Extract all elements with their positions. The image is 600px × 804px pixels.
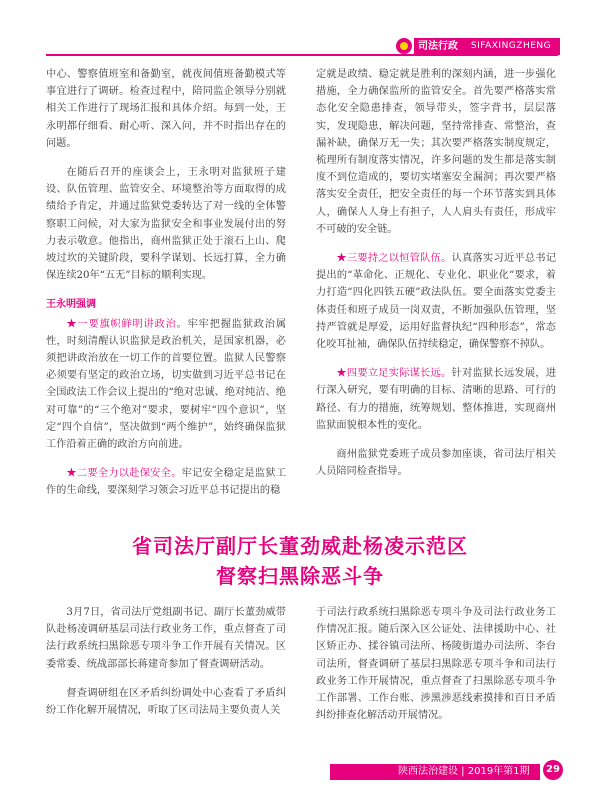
article-headline-line2: 督察扫黑除恶斗争 (216, 564, 384, 588)
point-paragraph (316, 365, 556, 434)
bottom-article-left-column (46, 604, 286, 731)
page-number: 29 (543, 760, 563, 780)
bottom-article-right-column (316, 604, 556, 736)
point-paragraph (46, 316, 286, 454)
body-paragraph: 于司法行政系统扫黑除恶专项斗争及司法行政业务工作情况汇报。随后深入区公证处、法律援助中心、社区矫正办、揉谷镇司法所、杨陵街道办司法所、李台司法所，督查调研了基层扫黑除恶专项斗争和司法行政业务工作开展情况，重点督查了扫黑除恶专项斗争工作部署、工作台账、涉黑涉恶线索摸排和百日矛盾纠纷排查化解活动开展情况。 (316, 607, 556, 722)
star-icon: ★ (66, 468, 77, 480)
sub-heading: 王永明强调 (46, 299, 96, 311)
body-paragraph: 在随后召开的座谈会上，王永明对监狱班子建设、队伍管理、监管安全、环境整治等方面取得的成绩给予肯定，并通过监狱党委转达了对一线的全体警察职工问候，对大家为监狱安全和事业发展付出的努力表示敬意。他指出，商州监狱正处于滚石上山、爬坡过坎的关键阶段，要科学谋划、长远打算，全力确保连续20年“五无”目标的顺利实现。 (46, 167, 286, 282)
body-paragraph: 3月7日，省司法厅党组副书记、副厅长董劲威带队赴杨凌调研基层司法行政业务工作，重点督查了司法行政系统扫黑除恶专项斗争工作开展有关情况。区委常委、统战部部长蒋建奇参加了督查调研活动。 (46, 607, 286, 670)
top-article-left-column (46, 66, 286, 512)
star-icon: ★ (336, 368, 347, 380)
star-icon: ★ (66, 318, 78, 330)
point-text: 针对监狱长远发展，进行深入研究，要有明确的目标、清晰的思路、可行的路径、有力的措施，统筹规划、整体推进，实现商州监狱面貌根本性的变化。 (316, 368, 557, 431)
point-title: 三要持之以恒管队伍。 (346, 253, 452, 265)
issue-number: 2019年第1期 (467, 766, 530, 777)
page-header (0, 0, 600, 62)
body-paragraph: 督查调研组在区矛盾纠纷调处中心查看了矛盾纠纷工作化解开展情况，听取了区司法局主要负责人关 (46, 687, 286, 717)
point-text: 牢记安全稳定是监狱工作的生命线，要深刻学习领会习近平总书记提出的稳 (46, 468, 287, 497)
point-paragraph (316, 250, 556, 353)
journal-name: 陕西法治建设 (398, 766, 458, 777)
point-text: 牢牢把握监狱政治属性，时刻清醒认识监狱是政治机关，是国家机器，必须把讲政治放在一切工作的首要位置。监狱人民警察必须要有坚定的政治立场，切实做到习近平总书记在全国政法工作会议上提出的“绝对忠诚、绝对纯洁、绝对可靠”的“三个绝对”要求，要树牢“四个意识”，坚定“四个自信”，坚决做到“两个维护”，始终确保监狱工作沿着正确的政治方向前进。 (46, 318, 287, 451)
section-label-cn: 司法行政 (414, 38, 462, 55)
point-title: 四要立足实际谋长远。 (346, 368, 452, 380)
body-paragraph: 商州监狱党委班子成员参加座谈，省司法厅相关人员陪同检查指导。 (316, 449, 556, 478)
body-paragraph: 定就是政绩、稳定就是胜利的深刻内涵，进一步强化措施，全力确保监所的监管安全。首先要严格落实常态化安全隐患排查，领导带头，签字背书，层层落实，发现隐患，解决问题，坚持常排查、常整治，查漏补缺，确保万无一失；其次要严格落实制度规定，梳理所有制度落实情况，许多问题的发生都是落实制度不到位造成的，要切实堵塞安全漏洞；再次要严格落实安全责任，把安全责任的每一个环节落实到具体人，确保人人身上有担子，人人肩头有责任，形成牢不可破的安全链。 (316, 69, 556, 235)
body-paragraph: 中心、警察值班室和备勤室，就夜间值班备勤模式等事宜进行了调研。检查过程中，陪同监企领导分别就相关工作进行了现场汇报和具体介绍。每到一处，王永明都仔细看、耐心听、深入问，并不时指出存在的问题。 (46, 69, 286, 149)
section-logo-icon (396, 38, 412, 54)
section-label-en: SIFAXINGZHENG (462, 38, 560, 55)
article-headline-line1: 省司法厅副厅长董劲威赴杨凌示范区 (132, 534, 468, 558)
point-title: 二要全力以赴保安全。 (76, 468, 182, 480)
footer-journal-issue: 陕西法治建设 | 2019年第1期 (398, 766, 530, 777)
point-title: 一要旗帜鲜明讲政治。 (77, 318, 188, 330)
point-text: 认真落实习近平总书记提出的“革命化、正规化、专业化、职业化”要求，着力打造“四化四铁五硬”政法队伍。要全面落实党委主体责任和班子成员一岗双责，不断加强队伍管理，坚持严管就是厚爱，运用好监督执纪“四种形态”，常态化咬耳扯袖，确保队伍持续稳定，确保警察不掉队。 (316, 253, 557, 351)
header-divider (46, 54, 558, 56)
top-article-right-column (316, 66, 556, 492)
star-icon: ★ (336, 253, 347, 265)
point-paragraph (46, 465, 286, 499)
